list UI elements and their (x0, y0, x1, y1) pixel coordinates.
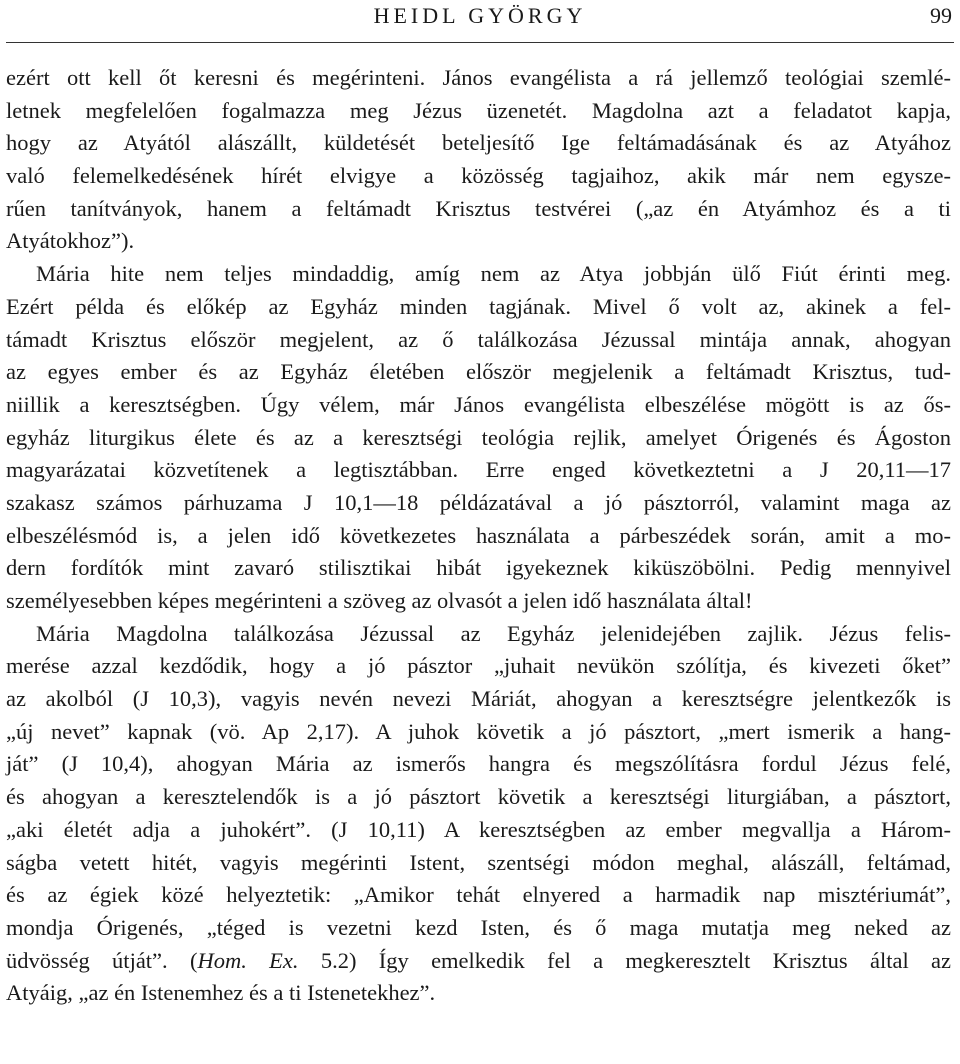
text-line: ságba vetett hitét, vagyis megérinti Istent, szentségi módon meghal, alászáll, feltámad, (6, 849, 951, 875)
text-line: elbeszélésmód is, a jelen idő következetes használata a párbeszédek során, amit a mo- (6, 522, 951, 548)
text-line: Mária Magdolna találkozása Jézussal az Egyház jelenidejében zajlik. Jézus felis- (36, 620, 951, 646)
citation-rest: 5.2) Így emelkedik fel a megkeresztelt Krisztus által az (298, 947, 951, 973)
text-line: hogy az Atyától alászállt, küldetését beteljesítő Ige feltámadásának és az Atyához (6, 130, 951, 156)
paragraph-1 (6, 62, 951, 258)
text-line: ezért ott kell őt keresni és megérinteni. János evangélista a rá jellemző teológiai szemlé- (6, 65, 951, 90)
text-line: magyarázatai közvetítenek a legtisztábban. Erre enged következtetni a J 20,11—17 (6, 457, 951, 483)
running-title: HEIDL GYÖRGY (373, 3, 587, 28)
text-line: merése azzal kezdődik, hogy a jó pásztor „juhait nevükön szólítja, és kivezeti őket” (6, 653, 951, 679)
text-line: egyház liturgikus élete és az a keresztségi teológia rejlik, amelyet Órigenés és Ágoston (6, 424, 951, 450)
text-line: és ahogyan a keresztelendők is a jó pásztort követik a keresztségi liturgiában, a pásztort, (6, 784, 951, 810)
paragraph-3 (6, 618, 951, 1010)
text-line-citation (6, 945, 951, 978)
text-line: Mária hite nem teljes mindaddig, amíg nem az Atya jobbján ülő Fiút érinti meg. (36, 261, 951, 287)
citation-lead: üdvösség útját”. ( (6, 947, 198, 973)
text-line: az akolból (J 10,3), vagyis nevén nevezi Máriát, ahogyan a keresztségre jelentkezők is (6, 686, 951, 712)
running-header (6, 0, 954, 43)
citation-work-title: Hom. Ex. (197, 947, 299, 973)
text-line: letnek megfelelően fogalmazza meg Jézus üzenetét. Magdolna azt a feladatot kapja, (6, 97, 951, 123)
text-line: támadt Krisztus először megjelent, az ő találkozása Jézussal mintája annak, ahogyan (6, 326, 951, 352)
text-line: niillik a keresztségben. Úgy vélem, már János evangélista elbeszélése mögött is az ős- (6, 391, 951, 417)
text-line: dern fordítók mint zavaró stilisztikai hibát igyekeznek kiküszöbölni. Pedig mennyivel (6, 555, 951, 581)
text-line: mondja Órigenés, „téged is vezetni kezd Isten, és ő maga mutatja meg neked az (6, 914, 951, 940)
text-line: és az égiek közé helyeztetik: „Amikor tehát elnyered a harmadik nap misztériumát”, (6, 882, 951, 908)
text-line: való felemelkedésének hírét elvigye a közösség tagjaihoz, akik már nem egysze- (6, 163, 951, 189)
page-number: 99 (930, 3, 952, 28)
text-line: Ezért példa és előkép az Egyház minden tagjának. Mivel ő volt az, akinek a fel- (6, 293, 951, 319)
text-line: „új nevet” kapnak (vö. Ap 2,17). A juhok követik a jó pásztort, „mert ismerik a hang- (6, 718, 951, 744)
text-line: „aki életét adja a juhokért”. (J 10,11) A keresztségben az ember megvallja a Három- (6, 816, 951, 842)
paragraph-2 (6, 258, 951, 618)
body-text (6, 62, 951, 1010)
text-line: személyesebben képes megérinteni a szöveg az olvasót a jelen idő használata által! (6, 588, 753, 613)
text-line: ját” (J 10,4), ahogyan Mária az ismerős hangra és megszólításra fordul Jézus felé, (6, 751, 951, 777)
text-line: rűen tanítványok, hanem a feltámadt Krisztus testvérei („az én Atyámhoz és a ti (6, 195, 951, 221)
text-line: szakasz számos párhuzama J 10,1—18 példázatával a jó pásztorról, valamint maga az (6, 489, 951, 515)
text-line: Atyáig, „az én Istenemhez és a ti Istenetekhez”. (6, 980, 436, 1006)
text-line: Atyátokhoz”). (6, 228, 135, 254)
text-line: az egyes ember és az Egyház életében először megjelenik a feltámadt Krisztus, tud- (6, 359, 951, 385)
